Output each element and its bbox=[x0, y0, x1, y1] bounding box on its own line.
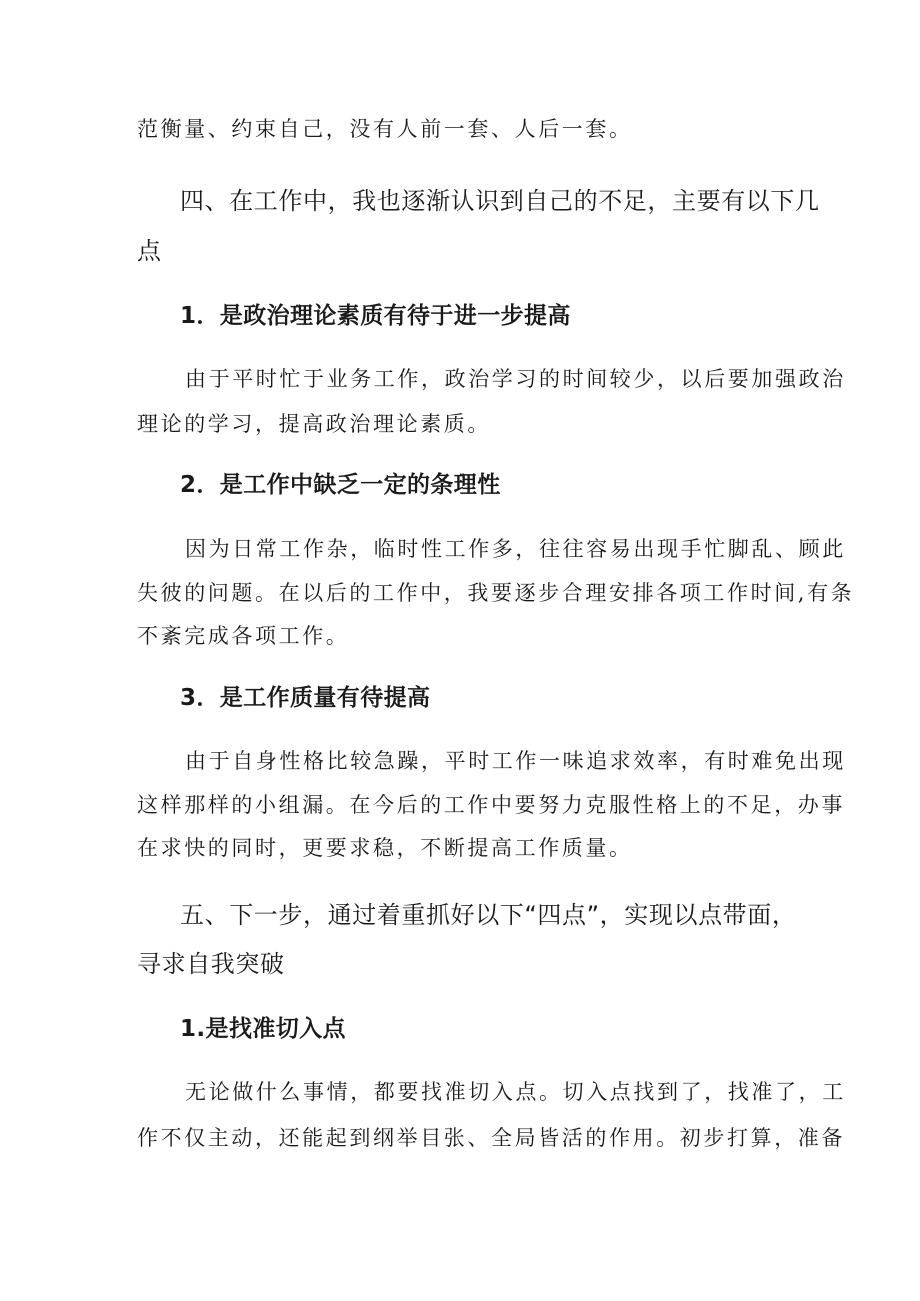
paragraph-line: 作不仅主动，还能起到纲举目张、全局皆活的作用。初步打算，准备 bbox=[137, 1126, 845, 1150]
subheading-2: 2．是工作中缺乏一定的条理性 bbox=[180, 472, 501, 498]
section-heading-5-cont: 寻求自我突破 bbox=[137, 950, 285, 978]
paragraph-line: 范衡量、约束自己，没有人前一套、人后一套。 bbox=[137, 117, 633, 141]
paragraph-line: 这样那样的小组漏。在今后的工作中要努力克服性格上的不足，办事 bbox=[137, 793, 845, 817]
paragraph-line: 因为日常工作杂，临时性工作多，往往容易出现手忙脚乱、顾此 bbox=[185, 537, 846, 561]
section-heading-4: 四、在工作中，我也逐渐认识到自己的不足，主要有以下几 bbox=[180, 187, 820, 215]
paragraph-line: 由于平时忙于业务工作，政治学习的时间较少，以后要加强政治 bbox=[185, 367, 846, 391]
paragraph-line: 失彼的问题。在以后的工作中，我要逐步合理安排各项工作时间,有条 bbox=[137, 581, 855, 605]
paragraph-line: 无论做什么事情，都要找准切入点。切入点找到了，找准了，工 bbox=[185, 1080, 846, 1104]
paragraph-line: 不紊完成各项工作。 bbox=[137, 624, 350, 648]
subheading-3: 3．是工作质量有待提高 bbox=[180, 685, 431, 711]
subheading-4: 1.是找准切入点 bbox=[180, 1016, 346, 1042]
paragraph-line: 理论的学习，提高政治理论素质。 bbox=[137, 412, 491, 436]
section-heading-5: 五、下一步，通过着重抓好以下“四点”，实现以点带面， bbox=[180, 901, 797, 929]
subheading-1: 1．是政治理论素质有待于进一步提高 bbox=[180, 303, 571, 329]
paragraph-line: 在求快的同时，更要求稳，不断提高工作质量。 bbox=[137, 836, 633, 860]
paragraph-line: 由于自身性格比较急躁，平时工作一味追求效率，有时难免出现 bbox=[185, 749, 846, 773]
section-heading-4-cont: 点 bbox=[137, 237, 162, 265]
